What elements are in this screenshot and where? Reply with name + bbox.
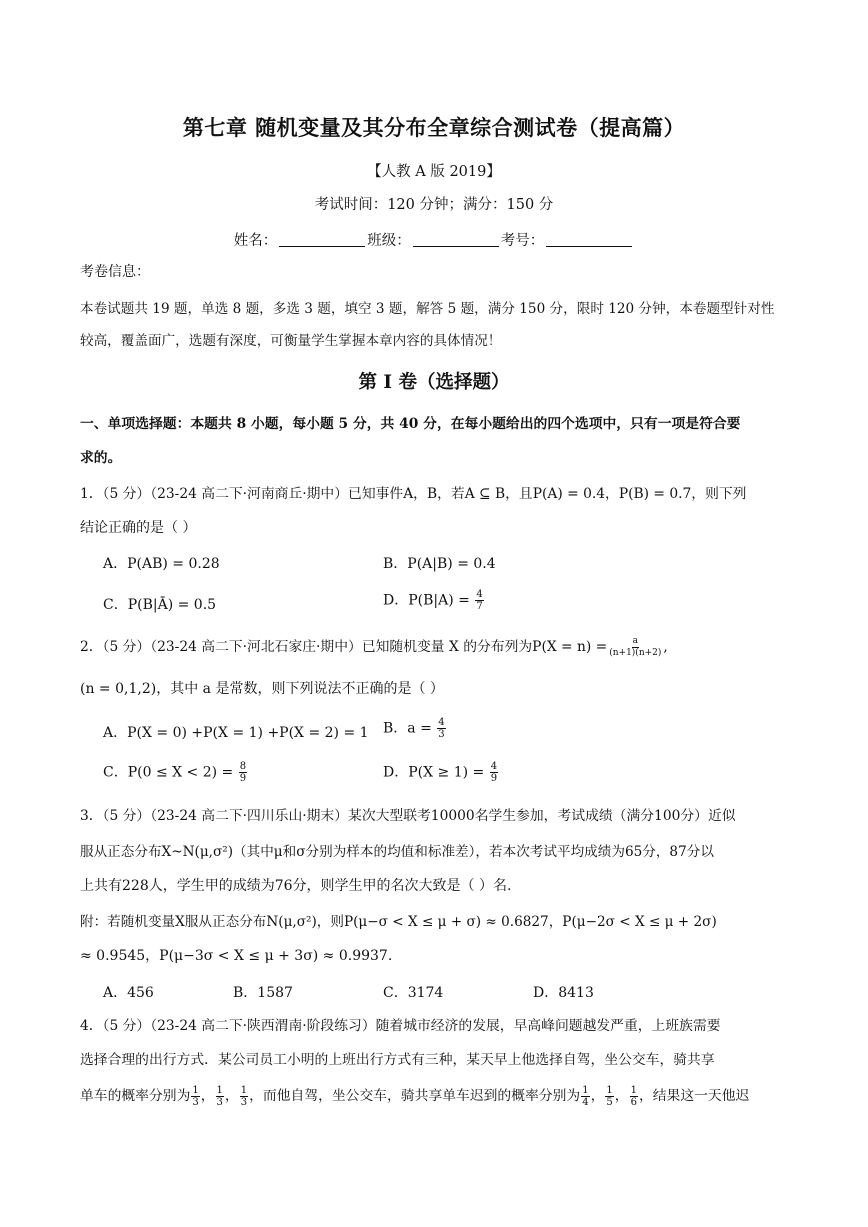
id-blank <box>546 232 632 247</box>
q3-option-c: C．3174 <box>383 985 444 1001</box>
q4-text-c: ，结果这一天他迟 <box>638 1088 750 1104</box>
q2-option-c-fraction <box>239 761 247 784</box>
q2-option-b <box>383 717 447 740</box>
q4-text-b: ，而他自驾，坐公交车，骑共享单车迟到的概率分别为 <box>249 1088 581 1104</box>
fraction-numerator: 1 <box>240 1085 248 1096</box>
q2-option-c-text: C．P(0 ≤ X < 2) = <box>103 764 234 781</box>
q4-stem-line-2: 选择合理的出行方式．某公司员工小明的上班出行方式有三种，某天早上他选择自驾，坐公交车，骑共享 <box>80 1052 715 1068</box>
fraction-denominator: 3 <box>438 729 445 740</box>
info-line-1: 本卷试题共 19 题，单选 8 题，多选 3 题，填空 3 题，解答 5 题，满分 150 分，限时 120 分钟，本卷题型针对性 <box>80 301 775 317</box>
student-info-row <box>0 229 868 250</box>
q2-stem-fraction <box>608 636 662 659</box>
q4-late-fraction <box>605 1085 613 1108</box>
q1-option-b: B．P(A|B) = 0.4 <box>383 556 496 572</box>
fraction-denominator: 3 <box>216 1097 223 1108</box>
name-label: 姓名： <box>233 233 278 249</box>
q3-option-b: B．1587 <box>233 985 293 1001</box>
fraction-numerator: 4 <box>490 761 498 772</box>
fraction-numerator: 1 <box>630 1085 637 1096</box>
q2-option-b-text: B．a = <box>383 720 432 737</box>
q3-appendix-line-1: 附：若随机变量X服从正态分布N(μ,σ²)，则P(μ−σ < X ≤ μ + σ) ≈ 0.6827，P(μ−2σ < X ≤ μ + 2σ) <box>80 914 717 930</box>
name-blank <box>279 232 365 247</box>
q4-prob-fraction <box>216 1085 224 1108</box>
q2-option-d-fraction <box>490 761 498 784</box>
section-title: 第 I 卷（选择题） <box>358 372 510 393</box>
fraction-numerator: 1 <box>216 1085 223 1096</box>
fraction-numerator: 4 <box>476 589 483 600</box>
q3-stem-line-2: 服从正态分布X~N(μ,σ²)（其中μ和σ分别为样本的均值和标准差），若本次考试平均成绩为65分，87分以 <box>80 844 714 860</box>
q1-stem-line-1: 1．（5 分）（23-24 高二下·河南商丘·期中）已知事件A，B，若A ⊆ B，且P(A) = 0.4，P(B) = 0.7，则下列 <box>80 486 747 502</box>
fraction-numerator: a <box>632 636 638 646</box>
fraction-denominator: 3 <box>192 1097 199 1108</box>
part1-heading-line-1: 一、单项选择题：本题共 8 小题，每小题 5 分，共 40 分，在每小题给出的四个选项中，只有一项是符合要 <box>80 416 741 432</box>
edition-label: 【人教 A 版 2019】 <box>367 164 501 180</box>
class-blank <box>413 232 499 247</box>
q3-option-a: A．456 <box>103 985 154 1001</box>
exam-info: 考试时间：120 分钟；满分：150 分 <box>314 197 554 213</box>
fraction-numerator: 1 <box>582 1085 589 1096</box>
q4-text-a: 单车的概率分别为 <box>80 1088 191 1104</box>
q4-prob-fraction <box>240 1085 248 1108</box>
part1-heading-line-2: 求的。 <box>80 450 122 466</box>
q1-stem-line-2: 结论正确的是（ ） <box>80 520 197 536</box>
q3-stem-line-1: 3．（5 分）（23-24 高二下·四川乐山·期末）某次大型联考10000名学生参加，考试成绩（满分100分）近似 <box>80 808 736 824</box>
fraction-numerator: 8 <box>239 761 247 772</box>
info-label: 考卷信息： <box>80 264 150 280</box>
q4-late-fraction <box>581 1085 589 1108</box>
id-label: 考号： <box>500 233 545 249</box>
q2-option-a: A．P(X = 0) +P(X = 1) +P(X = 2) = 1 <box>103 725 369 741</box>
q1-option-d-text: D．P(B|A) = <box>383 592 470 609</box>
q1-option-d-fraction <box>475 589 483 612</box>
q4-stem-line-3: 单车的概率分别为 $\frac{1}{3}$ ， $\frac{1}{3}$ ， $\frac{1}{3}$ ，而他自驾，坐公交车，骑共享单车迟到的概率分别为 $\frac{1}{4}$ ， $\frac{1}{5}$ ， $\frac{1}{6}$ ，结果这一天他迟 <box>80 1085 750 1108</box>
q3-stem-line-3: 上共有228人，学生甲的成绩为76分，则学生甲的名次大致是（ ）名. <box>80 878 512 894</box>
fraction-denominator: (n+1)(n+2) <box>609 648 662 658</box>
q1-option-a: A．P(AB) = 0.28 <box>103 556 220 572</box>
fraction-denominator: 7 <box>476 601 483 612</box>
q2-option-d-text: D．P(X ≥ 1) = <box>383 764 485 781</box>
q2-stem-suffix: , <box>663 639 668 655</box>
fraction-numerator: 4 <box>438 717 445 728</box>
q4-prob-fraction <box>191 1085 199 1108</box>
q2-stem-line-2: (n = 0,1,2)，其中 a 是常数，则下列说法不正确的是（ ） <box>80 681 444 697</box>
q4-stem-line-1: 4．（5 分）（23-24 高二下·陕西渭南·阶段练习）随着城市经济的发展，早高峰问题越发严重，上班族需要 <box>80 1018 721 1034</box>
fraction-denominator: 9 <box>239 773 247 784</box>
q2-stem-line-1 <box>80 631 790 663</box>
fraction-denominator: 3 <box>240 1097 248 1108</box>
fraction-numerator: 1 <box>606 1085 613 1096</box>
fraction-denominator: 5 <box>606 1097 613 1108</box>
q3-option-d: D．8413 <box>533 985 594 1001</box>
q1-option-d <box>383 589 485 612</box>
q1-option-c: C．P(B|Ā) = 0.5 <box>103 597 217 613</box>
q2-option-d <box>383 761 499 784</box>
q2-stem-text: 2．（5 分）（23-24 高二下·河北石家庄·期中）已知随机变量 X 的分布列为P(X = n) = <box>80 639 608 655</box>
fraction-denominator: 9 <box>490 773 498 784</box>
q3-appendix-line-2: ≈ 0.9545，P(μ−3σ < X ≤ μ + 3σ) ≈ 0.9937. <box>80 948 393 964</box>
info-line-2: 较高，覆盖面广，选题有深度，可衡量学生掌握本章内容的具体情况！ <box>80 333 502 349</box>
q4-late-fraction <box>630 1085 638 1108</box>
q2-option-b-fraction <box>437 717 445 740</box>
fraction-denominator: 4 <box>582 1097 589 1108</box>
fraction-denominator: 6 <box>630 1097 637 1108</box>
fraction-numerator: 1 <box>192 1085 199 1096</box>
q2-option-c <box>103 761 248 784</box>
document-title: 第七章 随机变量及其分布全章综合测试卷（提高篇） <box>182 115 686 140</box>
class-label: 班级： <box>367 233 411 249</box>
